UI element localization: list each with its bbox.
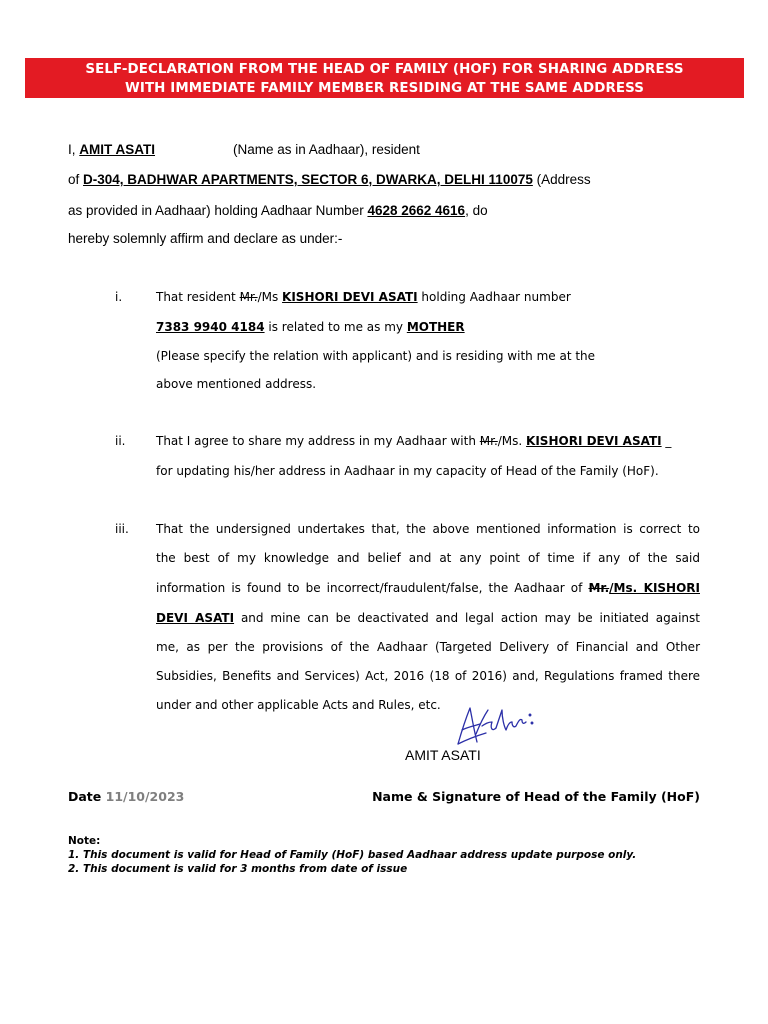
item-1-line-2: 7383 9940 4184 is related to me as my MOTHER bbox=[156, 320, 465, 334]
title-line-2: WITH IMMEDIATE FAMILY MEMBER RESIDING AT THE SAME ADDRESS bbox=[125, 81, 644, 96]
date-value: 11/10/2023 bbox=[105, 789, 185, 804]
title-line-1: SELF-DECLARATION FROM THE HEAD OF FAMILY (HOF) FOR SHARING ADDRESS bbox=[85, 62, 684, 77]
signatory-name: AMIT ASATI bbox=[405, 747, 481, 763]
item-2-line-1: That I agree to share my address in my Aadhaar with Mr./Ms. KISHORI DEVI ASATI _ bbox=[156, 434, 672, 448]
family-member-aadhaar-number: 7383 9940 4184 bbox=[156, 320, 265, 334]
item-2-number: ii. bbox=[115, 434, 126, 448]
note-title: Note: bbox=[68, 835, 101, 847]
item-3-number: iii. bbox=[115, 522, 129, 536]
hof-signature-label: Name & Signature of Head of the Family (HoF) bbox=[372, 789, 700, 804]
item-3-line-2: the best of my knowledge and belief and at any point of time if any of the said bbox=[156, 551, 700, 565]
item-1-line-3: (Please specify the relation with applicant) and is residing with me at the bbox=[156, 349, 596, 363]
family-member-name: KISHORI DEVI ASATI bbox=[282, 290, 418, 304]
declaration-title-banner bbox=[25, 58, 744, 98]
item-3-line-3: information is found to be incorrect/fraudulent/false, the Aadhaar of Mr./Ms. KISHORI bbox=[156, 581, 700, 595]
item-3-line-7: under and other applicable Acts and Rules, etc. bbox=[156, 698, 441, 712]
handwritten-signature bbox=[452, 700, 536, 750]
item-1-number: i. bbox=[115, 290, 123, 304]
applicant-address: D-304, BADHWAR APARTMENTS, SECTOR 6, DWARKA, DELHI 110075 bbox=[83, 172, 533, 187]
intro-line-4: hereby solemnly affirm and declare as under:- bbox=[68, 231, 343, 246]
family-member-name-2: KISHORI DEVI ASATI bbox=[526, 434, 662, 448]
note-1: 1. This document is valid for Head of Family (HoF) based Aadhaar address update purpose only. bbox=[68, 849, 637, 861]
item-3-line-6: Subsidies, Benefits and Services) Act, 2016 (18 of 2016) and, Regulations framed there bbox=[156, 669, 700, 683]
intro-line-2: of D-304, BADHWAR APARTMENTS, SECTOR 6, DWARKA, DELHI 110075 (Address bbox=[68, 172, 591, 187]
item-2-line-2: for updating his/her address in Aadhaar in my capacity of Head of the Family (HoF). bbox=[156, 464, 659, 478]
intro-line-1: I, AMIT ASATI (Name as in Aadhaar), resident bbox=[68, 142, 420, 157]
applicant-name: AMIT ASATI bbox=[79, 142, 156, 157]
item-1-line-4: above mentioned address. bbox=[156, 377, 317, 391]
applicant-aadhaar-number: 4628 2662 4616 bbox=[367, 203, 466, 218]
item-1-line-1: That resident Mr./Ms KISHORI DEVI ASATI holding Aadhaar number bbox=[156, 290, 571, 304]
intro-line-3: as provided in Aadhaar) holding Aadhaar Number 4628 2662 4616, do bbox=[68, 203, 488, 218]
note-2: 2. This document is valid for 3 months from date of issue bbox=[68, 863, 408, 875]
relation-value: MOTHER bbox=[406, 320, 465, 334]
item-3-line-4: DEVI ASATI and mine can be deactivated and legal action may be initiated against bbox=[156, 611, 700, 625]
date-label: Date 11/10/2023 bbox=[68, 789, 185, 804]
item-3-line-1: That the undersigned undertakes that, the above mentioned information is correct to bbox=[156, 522, 700, 536]
item-3-line-5: me, as per the provisions of the Aadhaar (Targeted Delivery of Financial and Other bbox=[156, 640, 700, 654]
